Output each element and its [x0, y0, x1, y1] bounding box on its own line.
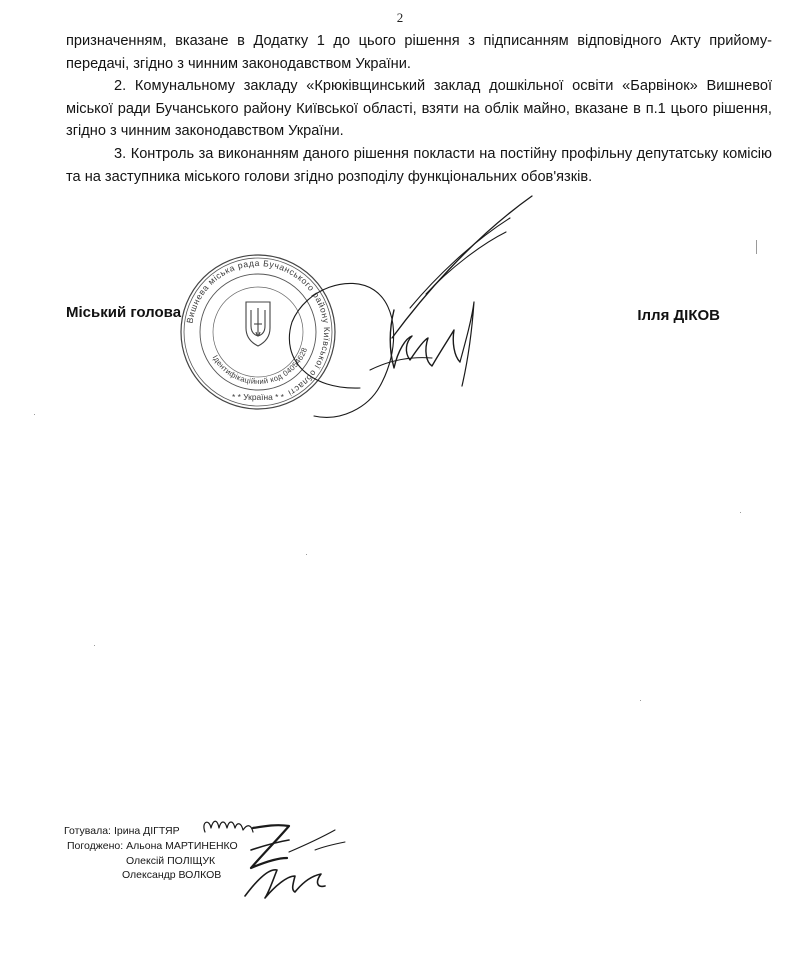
scan-speck — [94, 645, 95, 646]
scan-speck — [740, 512, 741, 513]
page-number: 2 — [396, 10, 404, 25]
mayor-title: Міський голова — [66, 304, 182, 321]
agreed-name-2: Олексій ПОЛІЩУК — [126, 854, 216, 867]
scan-mark — [756, 240, 757, 254]
mayor-handwritten-signature — [210, 190, 550, 430]
scan-speck — [640, 700, 641, 701]
agreed-label: Погоджено: — [67, 839, 124, 852]
paragraph-1-continued: призначенням, вказане в Додатку 1 до цього рішення з підписанням відповідного Акту прийому-передачі, згідно з чинним законодавством України. — [66, 33, 772, 72]
prepared-name: Ірина ДІГТЯР — [113, 825, 180, 837]
paragraph-3: 3. Контроль за виконанням даного рішення покласти на постійну профільну депутатську комісію та на заступника міського голови згідно розподілу функціональних обов'язків. — [66, 145, 772, 185]
stamp-code-text: Ідентифікаційний код 04054628 — [210, 346, 310, 387]
decision-body — [66, 30, 772, 188]
paragraph-2: 2. Комунальному закладу «Крюківщинський заклад дошкільної освіти «Барвінок» Вишневої міської ради Бучанського району Київської області, взяти на облік майно, вказане в п.1 цього рішення, згідно з чинним законодавством України. — [66, 78, 772, 140]
footer-handwritten-signatures — [165, 810, 350, 905]
stamp-outer-text: Вишнева міська рада Бучанського району Київської області — [184, 257, 333, 399]
scan-speck — [34, 414, 35, 415]
agreed-name-1: Альона МАРТИНЕНКО — [126, 839, 238, 852]
agreed-name-3: Олександр ВОЛКОВ — [122, 869, 222, 882]
stamp-bottom-text: * * Україна * * — [232, 392, 284, 402]
mayor-name: Ілля ДІКОВ — [637, 307, 720, 324]
scan-speck — [306, 554, 307, 555]
prepared-label: Готувала: — [64, 825, 111, 837]
